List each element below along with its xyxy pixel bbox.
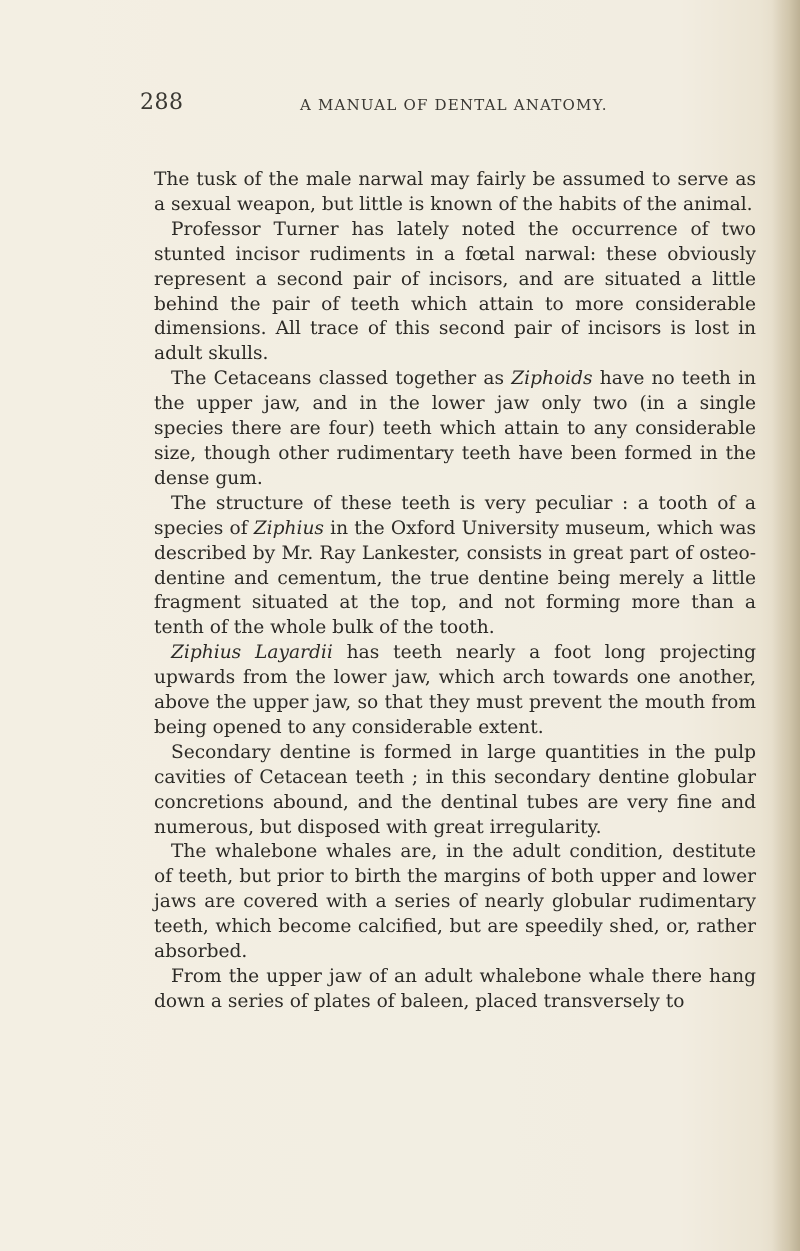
paragraph (154, 965, 756, 1015)
paragraph-text: Secondary dentine is formed in large quantities in the pulp cavities of Cetacean teeth ; in this secondary dentine globular concretions abound, and the dentinal tubes are very fine and numerous, but disposed with great irregularity. (154, 741, 756, 838)
page-header (140, 90, 760, 126)
italic-term: Ziphius Layardii (171, 642, 333, 664)
italic-term: Ziphoids (511, 368, 593, 390)
paragraph-text: Professor Turner has lately noted the occurrence of two stunted incisor rudiments in a fœtal narwal: these obviously represent a second pair of incisors, and are situated a little behind the pair of teeth which attain to more considerable dimensions. All trace of this second pair of incisors is lost in adult skulls. (154, 218, 756, 365)
paragraph (154, 840, 756, 965)
page-number: 288 (140, 90, 184, 115)
paragraph-text: have no teeth in the upper jaw, and in the lower jaw only two (in a single species there are four) teeth which attain to any considerable size, though other rudimentary teeth have been formed in the dense gum. (154, 368, 756, 489)
running-head: A MANUAL OF DENTAL ANATOMY. (300, 96, 608, 114)
paragraph (154, 168, 756, 218)
paragraph-text: The whalebone whales are, in the adult condition, destitute of teeth, but prior to birth the margins of both upper and lower jaws are covered with a series of nearly globular rudimentary teeth, which become calcified, but are speedily shed, or, rather absorbed. (154, 841, 756, 963)
paragraph (154, 367, 756, 492)
paragraph (154, 218, 756, 367)
italic-term: Ziphius (253, 517, 324, 539)
paragraph (154, 492, 756, 641)
paragraph-text: From the upper jaw of an adult whalebone whale there hang down a series of plates of baleen, placed transversely to (154, 966, 756, 1012)
paragraph-text: in the Oxford University museum, which was described by Mr. Ray Lankester, consists in great part of osteo-dentine and cementum, the true dentine being merely a little fragment situated at the top, and not forming more than a tenth of the whole bulk of the tooth. (154, 517, 756, 639)
paragraph-text: has teeth nearly a foot long projecting upwards from the lower jaw, which arch towards one another, above the upper jaw, so that they must prevent the mouth from being opened to any considerable extent. (154, 642, 757, 738)
body-text (154, 168, 756, 1015)
paragraph-text: The tusk of the male narwal may fairly be assumed to serve as a sexual weapon, but little is known of the habits of the animal. (154, 169, 756, 215)
paragraph (154, 641, 756, 741)
paragraph-text: The structure of these teeth is very peculiar : a tooth of a species of (154, 492, 756, 539)
paragraph-text: The Cetaceans classed together as (171, 368, 512, 390)
paragraph (154, 741, 756, 841)
page-edge-shadow (772, 0, 800, 1251)
